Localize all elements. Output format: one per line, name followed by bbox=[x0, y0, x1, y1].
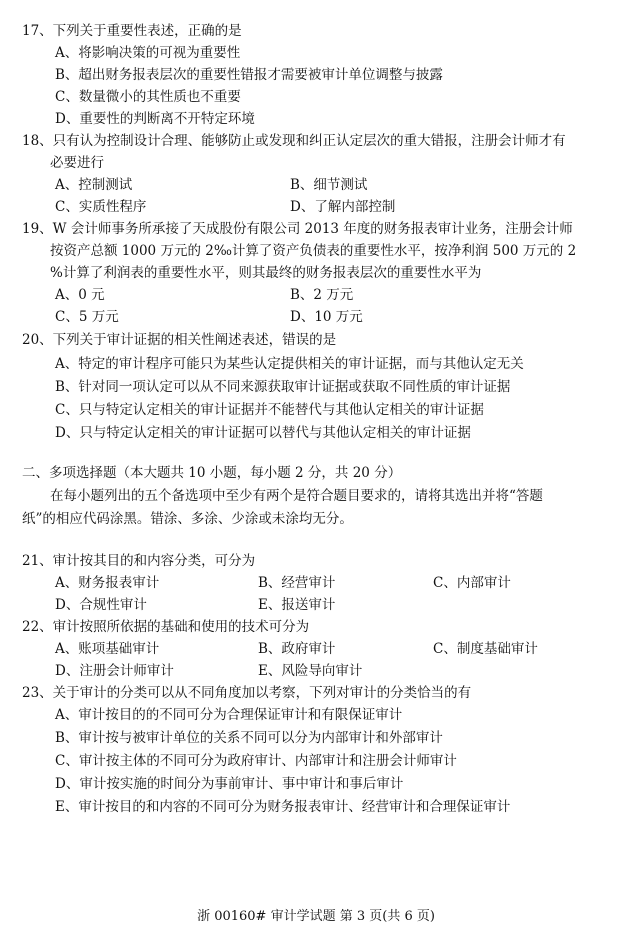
q19-option-b: B、2 万元 bbox=[290, 287, 354, 303]
q19-option-c: C、5 万元 bbox=[55, 309, 119, 325]
question-18-stem-cont: 必要进行 bbox=[50, 155, 104, 171]
q23-option-e: E、审计按目的和内容的不同可分为财务报表审计、经营审计和合理保证审计 bbox=[55, 799, 511, 815]
q23-option-a: A、审计按目的的不同可分为合理保证审计和有限保证审计 bbox=[55, 707, 403, 723]
question-23-stem: 23、关于审计的分类可以从不同角度加以考察，下列对审计的分类恰当的有 bbox=[22, 685, 472, 701]
q17-option-c: C、数量微小的其性质也不重要 bbox=[55, 89, 241, 105]
q23-option-d: D、审计按实施的时间分为事前审计、事中审计和事后审计 bbox=[55, 776, 404, 792]
q17-option-a: A、将影响决策的可视为重要性 bbox=[55, 45, 241, 61]
q22-option-e: E、风险导向审计 bbox=[258, 663, 363, 679]
question-20-stem: 20、下列关于审计证据的相关性阐述表述，错误的是 bbox=[22, 332, 337, 348]
question-19-stem: 19、W 会计师事务所承接了天成股份有限公司 2013 年度的财务报表审计业务，注册会计师 bbox=[22, 221, 573, 237]
q20-option-a: A、特定的审计程序可能只为某些认定提供相关的审计证据，而与其他认定无关 bbox=[55, 356, 524, 372]
question-21-stem: 21、审计按其目的和内容分类，可分为 bbox=[22, 553, 256, 569]
q21-option-a: A、财务报表审计 bbox=[55, 575, 160, 591]
q21-option-c: C、内部审计 bbox=[433, 575, 511, 591]
q23-option-b: B、审计按与被审计单位的关系不同可以分为内部审计和外部审计 bbox=[55, 730, 443, 746]
q18-option-a: A、控制测试 bbox=[55, 177, 133, 193]
q21-option-e: E、报送审计 bbox=[258, 597, 336, 613]
q18-option-b: B、细节测试 bbox=[290, 177, 368, 193]
question-17-stem: 17、下列关于重要性表述，正确的是 bbox=[22, 23, 242, 39]
q21-option-b: B、经营审计 bbox=[258, 575, 336, 591]
q19-option-d: D、10 万元 bbox=[290, 309, 363, 325]
question-19-stem-cont1: 按资产总额 1000 万元的 2‰计算了资产负债表的重要性水平，按净利润 500 万元的 2 bbox=[50, 243, 577, 259]
q20-option-b: B、针对同一项认定可以从不同来源获取审计证据或获取不同性质的审计证据 bbox=[55, 379, 511, 395]
q21-option-d: D、合规性审计 bbox=[55, 597, 147, 613]
q19-option-a: A、0 元 bbox=[55, 287, 105, 303]
question-18-stem: 18、只有认为控制设计合理、能够防止或发现和纠正认定层次的重大错报，注册会计师才有 bbox=[22, 133, 566, 149]
q17-option-b: B、超出财务报表层次的重要性错报才需要被审计单位调整与披露 bbox=[55, 67, 443, 83]
section-2-intro: 在每小题列出的五个备选项中至少有两个是符合题目要求的，请将其选出并将“答题 bbox=[50, 488, 543, 504]
q20-option-c: C、只与特定认定相关的审计证据并不能替代与其他认定相关的审计证据 bbox=[55, 402, 484, 418]
q22-option-b: B、政府审计 bbox=[258, 641, 336, 657]
page-footer: 浙 00160# 审计学试题 第 3 页(共 6 页) bbox=[197, 909, 435, 924]
q22-option-a: A、账项基础审计 bbox=[55, 641, 160, 657]
question-22-stem: 22、审计按照所依据的基础和使用的技术可分为 bbox=[22, 619, 310, 635]
q20-option-d: D、只与特定认定相关的审计证据可以替代与其他认定相关的审计证据 bbox=[55, 425, 471, 441]
section-2-heading: 二、多项选择题（本大题共 10 小题，每小题 2 分，共 20 分） bbox=[22, 465, 402, 481]
q22-option-d: D、注册会计师审计 bbox=[55, 663, 174, 679]
q23-option-c: C、审计按主体的不同可分为政府审计、内部审计和注册会计师审计 bbox=[55, 753, 457, 769]
section-2-intro-cont: 纸”的相应代码涂黑。错涂、多涂、少涂或未涂均无分。 bbox=[22, 511, 353, 527]
question-19-stem-cont2: %计算了利润表的重要性水平，则其最终的财务报表层次的重要性水平为 bbox=[50, 265, 482, 281]
q17-option-d: D、重要性的判断离不开特定环境 bbox=[55, 111, 255, 127]
q18-option-d: D、了解内部控制 bbox=[290, 199, 396, 215]
q22-option-c: C、制度基础审计 bbox=[433, 641, 538, 657]
q18-option-c: C、实质性程序 bbox=[55, 199, 147, 215]
